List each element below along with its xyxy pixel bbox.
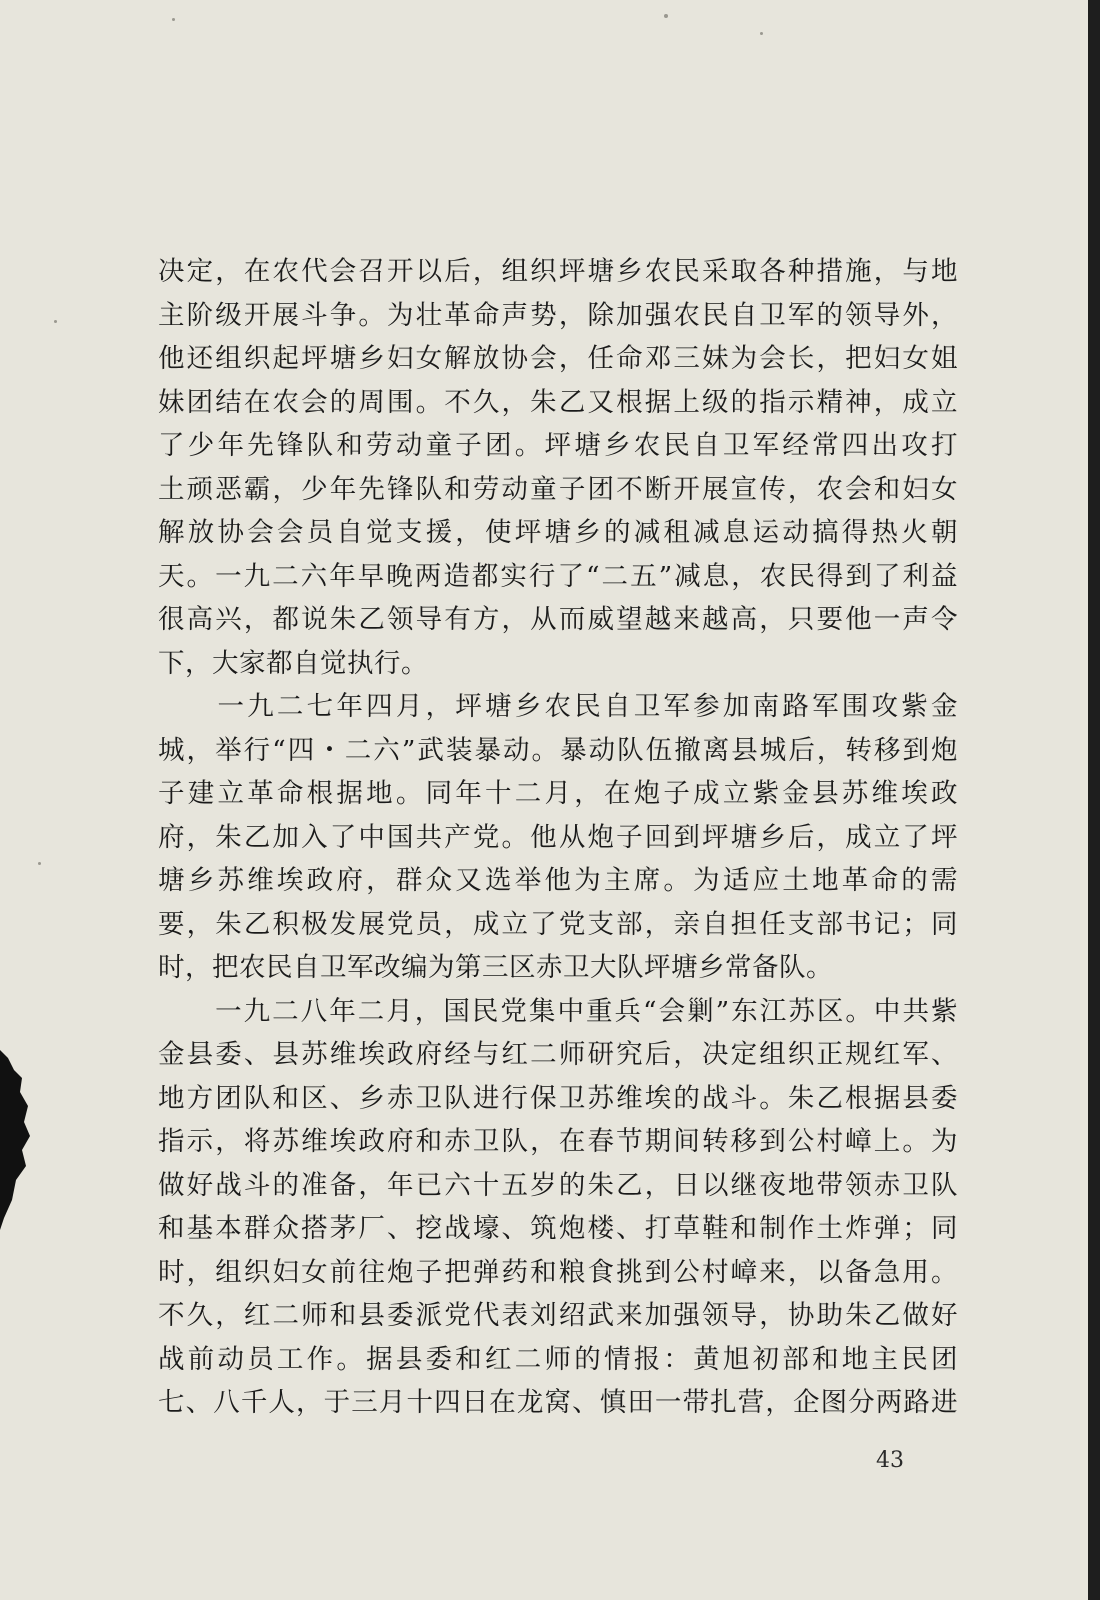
text-line: 妹团结在农会的周围。不久，朱乙又根据上级的指示精神，成立 bbox=[158, 386, 958, 418]
text-line: 七、八千人，于三月十四日在龙窝、慎田一带扎营，企图分两路进 bbox=[158, 1387, 958, 1418]
paper-speck bbox=[38, 862, 41, 865]
text-line: 不久，红二师和县委派党代表刘绍武来加强领导，协助朱乙做好 bbox=[158, 1300, 958, 1331]
text-line: 土顽恶霸，少年先锋队和劳动童子团不断开展宣传，农会和妇女 bbox=[158, 473, 958, 505]
paper-speck bbox=[172, 18, 175, 21]
text-line: 要，朱乙积极发展党员，成立了党支部，亲自担任支部书记；同 bbox=[158, 908, 958, 940]
paper-speck bbox=[760, 32, 763, 35]
text-line: 下，大家都自觉执行。 bbox=[158, 647, 428, 679]
text-line: 府，朱乙加入了中国共产党。他从炮子回到坪塘乡后，成立了坪 bbox=[158, 821, 958, 853]
text-line: 金县委、县苏维埃政府经与红二师研究后，决定组织正规红军、 bbox=[158, 1039, 958, 1070]
text-line: 他还组织起坪塘乡妇女解放协会，任命邓三妹为会长，把妇女姐 bbox=[158, 343, 958, 374]
text-line: 解放协会会员自觉支援，使坪塘乡的减租减息运动搞得热火朝 bbox=[158, 517, 958, 548]
text-line: 和基本群众搭茅厂、挖战壕、筑炮楼、打草鞋和制作土炸弹；同 bbox=[158, 1213, 958, 1244]
body-text bbox=[158, 250, 958, 1425]
text-line: 时，把农民自卫军改编为第三区赤卫大队坪塘乡常备队。 bbox=[158, 952, 833, 983]
text-line: 天。一九二六年早晚两造都实行了“二五”减息，农民得到了利益 bbox=[158, 560, 958, 592]
text-line: 决定，在农代会召开以后，组织坪塘乡农民采取各种措施，与地 bbox=[158, 256, 958, 287]
text-line: 了少年先锋队和劳动童子团。坪塘乡农民自卫军经常四出攻打 bbox=[158, 430, 958, 461]
text-line: 做好战斗的准备，年已六十五岁的朱乙，日以继夜地带领赤卫队 bbox=[158, 1169, 958, 1201]
text-line: 时，组织妇女前往炮子把弹药和粮食挑到公村嶂来，以备急用。 bbox=[158, 1256, 958, 1288]
scan-border bbox=[1088, 0, 1100, 1600]
torn-edge-mark bbox=[0, 1040, 40, 1240]
text-line: 主阶级开展斗争。为壮革命声势，除加强农民自卫军的领导外， bbox=[158, 299, 958, 331]
text-line: 一九二七年四月，坪塘乡农民自卫军参加南路军围攻紫金 bbox=[158, 691, 958, 722]
text-line: 很高兴，都说朱乙领导有方，从而威望越来越高，只要他一声令 bbox=[158, 604, 958, 635]
text-line: 一九二八年二月，国民党集中重兵“会剿”东江苏区。中共紫 bbox=[158, 995, 958, 1027]
text-line: 塘乡苏维埃政府，群众又选举他为主席。为适应土地革命的需 bbox=[158, 865, 958, 896]
text-line: 城，举行“四・二六”武装暴动。暴动队伍撤离县城后，转移到炮 bbox=[158, 734, 958, 766]
text-line: 地方团队和区、乡赤卫队进行保卫苏维埃的战斗。朱乙根据县委 bbox=[158, 1082, 958, 1114]
page-number: 43 bbox=[876, 1448, 904, 1473]
text-line: 子建立革命根据地。同年十二月，在炮子成立紫金县苏维埃政 bbox=[158, 778, 958, 809]
paper-speck bbox=[54, 320, 57, 323]
text-line: 指示，将苏维埃政府和赤卫队，在春节期间转移到公村嶂上。为 bbox=[158, 1126, 958, 1157]
text-line: 战前动员工作。据县委和红二师的情报：黄旭初部和地主民团 bbox=[158, 1343, 958, 1375]
paper-speck bbox=[664, 14, 668, 18]
